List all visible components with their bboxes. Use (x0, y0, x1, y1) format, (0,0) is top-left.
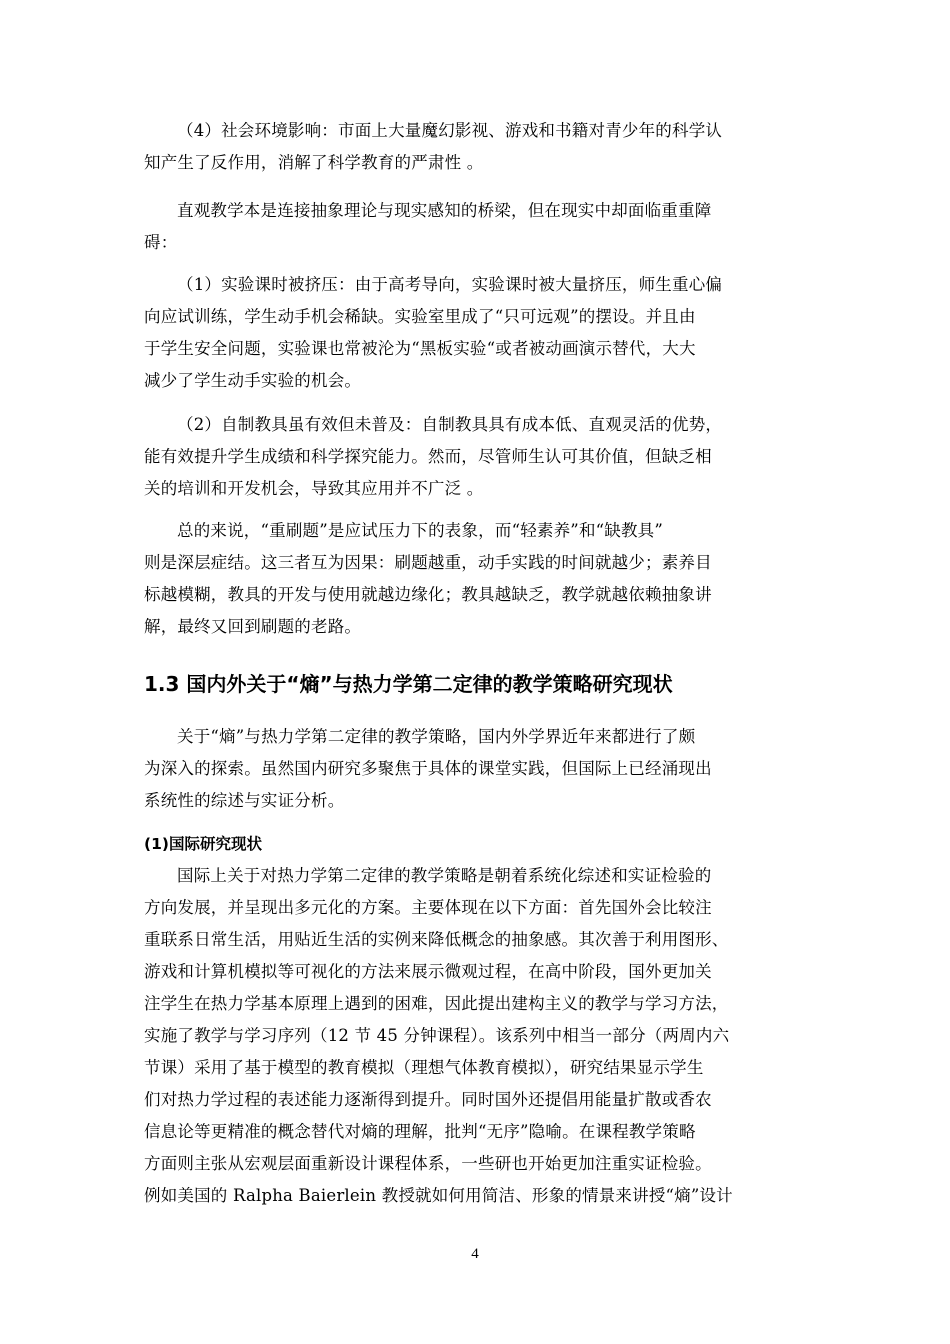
page-number: 4 (471, 1246, 479, 1262)
text-line: 注学生在热力学基本原理上遇到的困难，因此提出建构主义的教学与学习方法， (144, 994, 729, 1013)
section-heading: 1.3 国内外关于“熵”与热力学第二定律的教学策略研究现状 (144, 672, 673, 696)
paragraph-lab-hours (144, 269, 806, 397)
paragraph-intuitive-teaching (144, 195, 806, 259)
text-line: 直观教学本是连接抽象理论与现实感知的桥梁，但在现实中却面临重重障 (177, 201, 712, 220)
text-line: 能有效提升学生成绩和科学探究能力。然而，尽管师生认可其价值，但缺乏相 (144, 447, 712, 466)
text-line: 于学生安全问题，实验课也常被沦为“黑板实验“或者被动画演示替代，大大 (144, 339, 696, 358)
text-line: 碍： (144, 233, 178, 252)
text-line: 信息论等更精准的概念替代对熵的理解，批判“无序”隐喻。在课程教学策略 (144, 1122, 696, 1141)
text-line: 实施了教学与学习序列（12 节 45 分钟课程）。该系列中相当一部分（两周内六 (144, 1026, 730, 1045)
text-line: （4）社会环境影响：市面上大量魔幻影视、游戏和书籍对青少年的科学认 (177, 121, 723, 140)
paragraph-social-environment (144, 115, 806, 179)
text-line: 方面则主张从宏观层面重新设计课程体系，一些研也开始更加注重实证检验。 (144, 1154, 712, 1173)
text-line: 们对热力学过程的表述能力逐渐得到提升。同时国外还提倡用能量扩散或香农 (144, 1090, 712, 1109)
text-line: 关的培训和开发机会，导致其应用并不广泛 。 (144, 479, 484, 498)
text-line: 重联系日常生活，用贴近生活的实例来降低概念的抽象感。其次善于利用图形、 (144, 930, 729, 949)
text-line: 方向发展，并呈现出多元化的方案。主要体现在以下方面：首先国外会比较注 (144, 898, 712, 917)
text-line: 国际上关于对热力学第二定律的教学策略是朝着系统化综述和实证检验的 (177, 866, 712, 885)
text-line: 标越模糊，教具的开发与使用就越边缘化；教具越缺乏，教学就越依赖抽象讲 (144, 585, 712, 604)
text-line: 减少了学生动手实验的机会。 (144, 371, 362, 390)
subheading-block (144, 830, 806, 858)
text-line: （1）实验课时被挤压：由于高考导向，实验课时被大量挤压，师生重心偏 (177, 275, 723, 294)
text-line: 解，最终又回到刷题的老路。 (144, 617, 362, 636)
text-line: 向应试训练，学生动手机会稀缺。实验室里成了“只可远观”的摆设。并且由 (144, 307, 696, 326)
paragraph-summary (144, 515, 806, 643)
text-line: （2）自制教具虽有效但未普及：自制教具具有成本低、直观灵活的优势， (177, 415, 723, 434)
paragraph-international-research (144, 860, 806, 1212)
section-heading-block (144, 668, 806, 700)
paragraph-teaching-aids (144, 409, 806, 505)
text-line: 例如美国的 Ralpha Baierlein 教授就如何用简洁、形象的情景来讲授“熵”设计 (144, 1186, 733, 1205)
text-line: 节课）采用了基于模型的教育模拟（理想气体教育模拟），研究结果显示学生 (144, 1058, 704, 1077)
text-line: 则是深层症结。这三者互为因果：刷题越重，动手实践的时间就越少；素养目 (144, 553, 712, 572)
text-line: 关于“熵”与热力学第二定律的教学策略，国内外学界近年来都进行了颇 (177, 727, 696, 746)
text-line: 系统性的综述与实证分析。 (144, 791, 345, 810)
subheading: (1)国际研究现状 (144, 835, 262, 853)
paragraph-intro (144, 721, 806, 817)
text-line: 为深入的探索。虽然国内研究多聚焦于具体的课堂实践，但国际上已经涌现出 (144, 759, 712, 778)
text-line: 总的来说，“重刷题”是应试压力下的表象，而“轻素养”和“缺教具” (177, 521, 664, 540)
text-line: 知产生了反作用，消解了科学教育的严肃性 。 (144, 153, 484, 172)
text-line: 游戏和计算机模拟等可视化的方法来展示微观过程，在高中阶段，国外更加关 (144, 962, 712, 981)
